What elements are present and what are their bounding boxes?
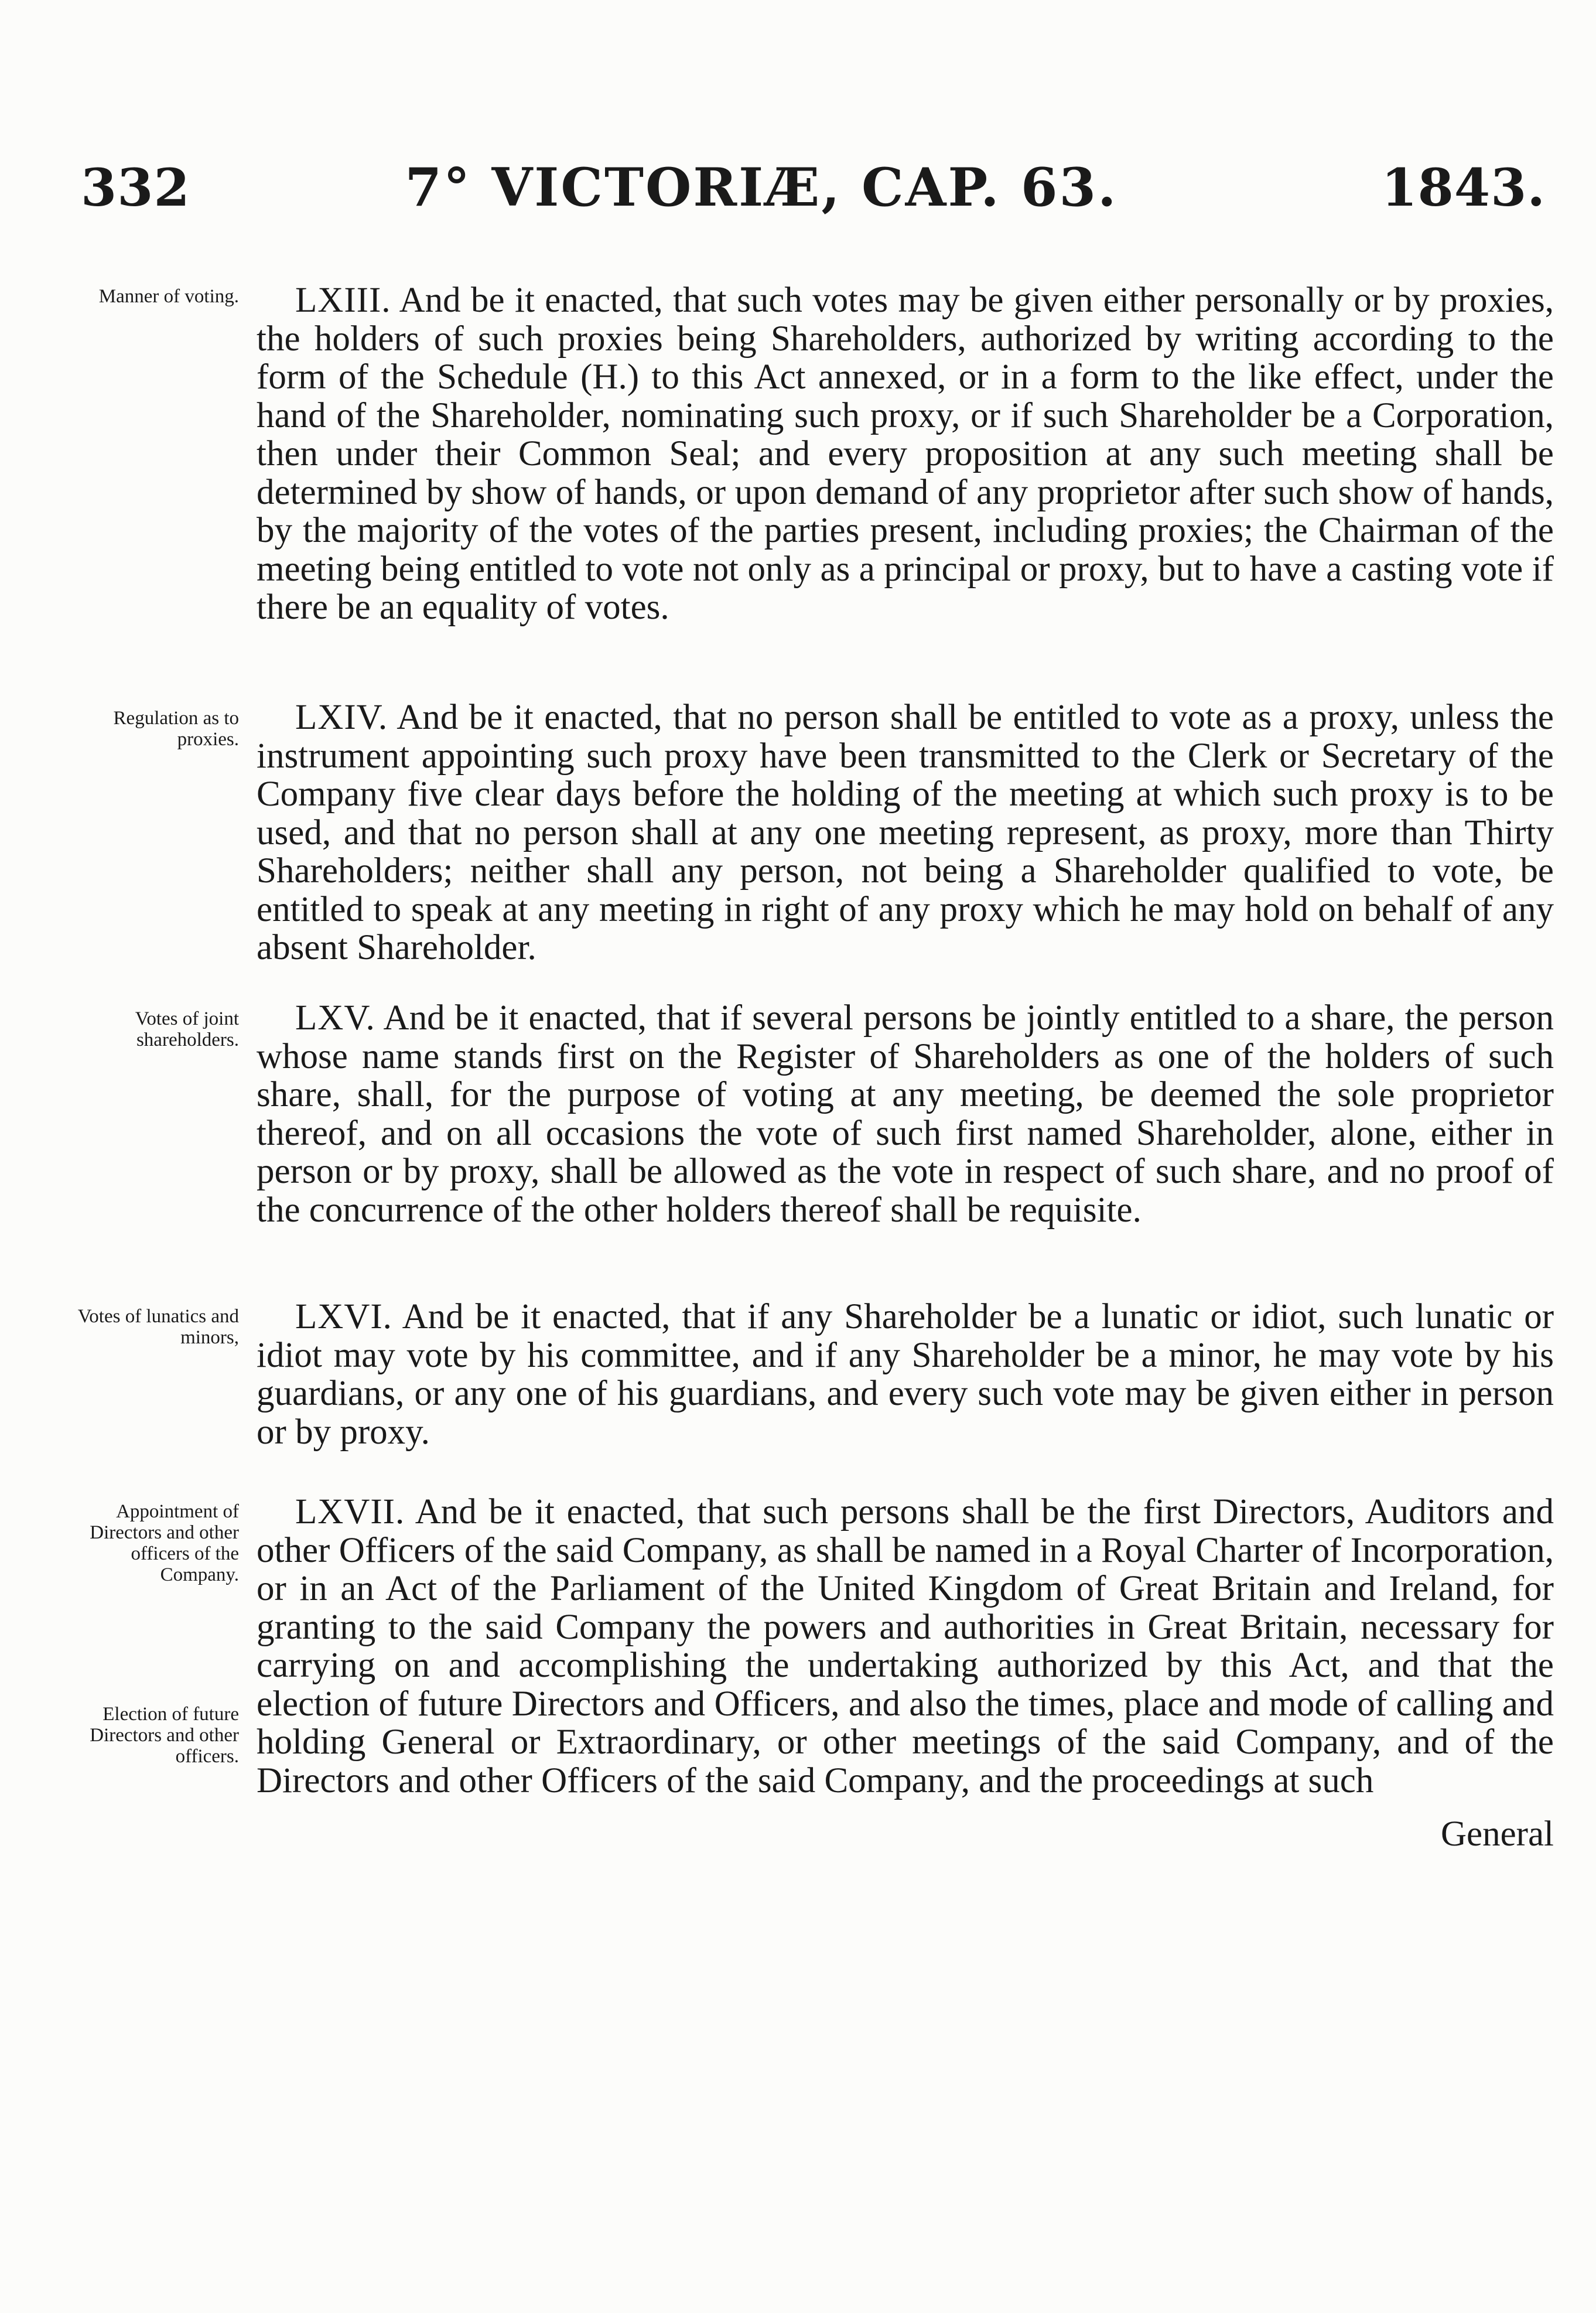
section-text	[257, 999, 1554, 1229]
page-header	[0, 152, 1596, 234]
section-body-text: And be it enacted, that such persons shall be the first Directors, Auditors and other Officers of the said Company, as shall be named in a Royal Charter of Incorporation, or in an Act of the Parliament of the United Kingdom of Great Britain and Ireland, for granting to the said Company the powers and authorities in Great Britain, necessary for carrying on and accomplishing the undertaking authorized by this Act, and that the election of future Directors and Officers, and also the times, place and mode of calling and holding General or Extraordinary, or other meetings of the said Company, and of the Directors and other Officers of the said Company, and the proceedings at such	[257, 1492, 1554, 1800]
running-title: 7° VICTORIÆ, CAP. 63.	[405, 156, 1118, 219]
marginal-note-2: Election of future Directors and other officers.	[90, 1704, 239, 1767]
section-number: LXVII.	[295, 1492, 405, 1531]
section-body-text: And be it enacted, that such votes may be given either personally or by proxies, the holders of such proxies being Shareholders, authorized by writing according to the form of the Schedule (H.) to this Act annexed, or in a form to the like effect, under the hand of the Shareholder, nominating such proxy, or if such Shareholder be a Corporation, then under their Common Seal; and every proposition at any such meeting shall be determined by show of hands, or upon demand of any proprietor after such show of hands, by the majority of the votes of the parties present, including proxies; the Chairman of the meeting being entitled to vote not only as a principal or proxy, but to have a casting vote if there be an equality of votes.	[257, 281, 1554, 627]
section-body-text: And be it enacted, that no person shall be entitled to vote as a proxy, unless the instrument appointing such proxy have been transmitted to the Clerk or Secretary of the Company five clear days before the holding of the meeting at which such proxy is to be used, and that no person shall at any one meeting represent, as proxy, more than Thirty Shareholders; neither shall any person, not being a Shareholder qualified to vote, be entitled to speak at any meeting in right of any proxy which he may hold on behalf of any absent Shareholder.	[257, 698, 1554, 967]
marginal-note: Votes of joint shareholders.	[135, 1008, 239, 1050]
section-text	[257, 1493, 1554, 1800]
section-text	[257, 281, 1554, 627]
section-body-text: And be it enacted, that if any Shareholder be a lunatic or idiot, such lunatic or idiot may vote by his committee, and if any Shareholder be a minor, he may vote by his guardians, or any one of his guardians, and every such vote may be given either in person or by proxy.	[257, 1297, 1554, 1452]
section-number: LXIII.	[295, 281, 391, 320]
marginal-note: Appointment of Directors and other officers of the Company.	[90, 1501, 239, 1585]
section-text	[257, 1298, 1554, 1451]
section-body-text: And be it enacted, that if several persons be jointly entitled to a share, the person whose name stands first on the Register of Shareholders as one of the holders of such share, shall, for the purpose of voting at any meeting, be deemed the sole proprietor thereof, and on all occasions the vote of such first named Shareholder, alone, either in person or by proxy, shall be allowed as the vote in respect of such share, and no proof of the concurrence of the other holders thereof shall be requisite.	[257, 998, 1554, 1230]
section-number: LXVI.	[295, 1297, 392, 1336]
catchword: General	[1440, 1814, 1554, 1854]
marginal-note: Manner of voting.	[98, 286, 239, 307]
page-year: 1843.	[1381, 157, 1546, 218]
section-text	[257, 698, 1554, 967]
marginal-note: Votes of lunatics and minors,	[77, 1306, 239, 1348]
section-number: LXV.	[295, 998, 375, 1038]
marginal-note: Regulation as to proxies.	[113, 708, 239, 750]
section-number: LXIV.	[295, 698, 388, 737]
page-number: 332	[81, 157, 190, 218]
